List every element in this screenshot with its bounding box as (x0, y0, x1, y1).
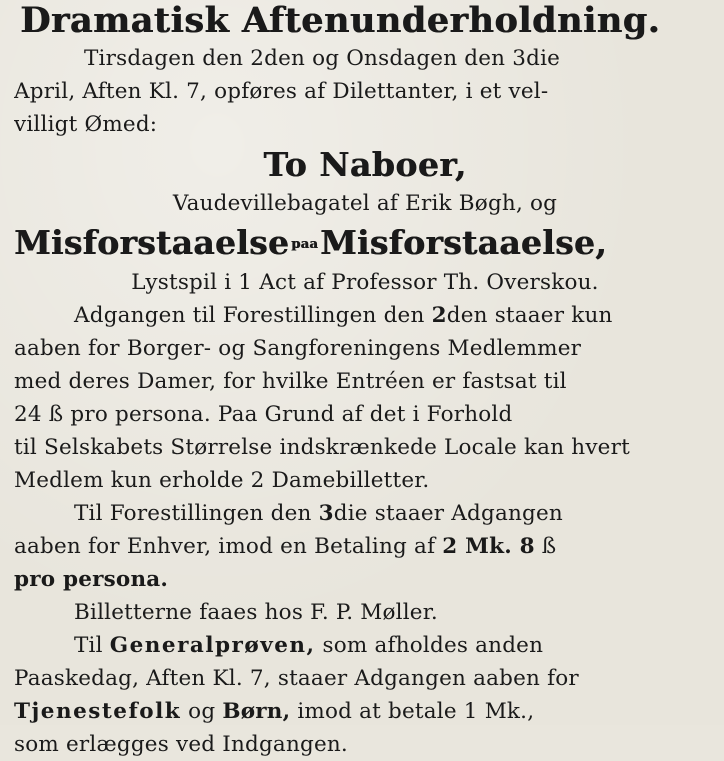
para1-line-5: til Selskabets Størrelse indskrænkede Locale kan hvert (14, 435, 630, 460)
para4-text-c: som afholdes anden (315, 633, 544, 658)
para2-text-a: Til Forestillingen den (74, 501, 319, 526)
para4-children: Børn, (222, 699, 291, 724)
para4-and: og (181, 699, 223, 724)
para1-line-1 (14, 299, 716, 332)
para2-line-1 (14, 497, 716, 530)
play-two-connector: paa (291, 237, 318, 252)
para2-line-2 (14, 530, 716, 563)
para4-servants: Tjenestefolk (14, 699, 182, 724)
para4-line-3 (14, 695, 716, 728)
para2-date: 3 (318, 501, 334, 526)
para1-date: 2 (431, 303, 447, 328)
para4-text-d: imod at betale 1 Mk., (290, 699, 535, 724)
para4-line-1 (14, 629, 716, 662)
play-two-subtitle: Lystspil i 1 Act af Professor Th. Overskou. (131, 270, 599, 295)
play-two-title (14, 220, 716, 266)
para4-line-4: som erlægges ved Indgangen. (14, 732, 348, 757)
para4-line-2: Paaskedag, Aften Kl. 7, staaer Adgangen aaben for (14, 666, 579, 691)
para2-text-c2: ß (534, 534, 557, 559)
play-one-title: To Naboer, (263, 145, 467, 184)
play-two-title-part-a: Misforstaaelse (14, 223, 290, 262)
para4-general-rehearsal: Generalprøven, (109, 633, 316, 658)
para1-line-3: med deres Damer, for hvilke Entréen er fastsat til (14, 369, 567, 394)
para1-line-2: aaben for Borger- og Sangforeningens Medlemmer (14, 336, 582, 361)
para1-line-6: Medlem kun erholde 2 Damebilletter. (14, 468, 430, 493)
intro-line-2: April, Aften Kl. 7, opføres af Dilettanter, i et vel- (14, 79, 549, 104)
para1-text-a: Adgangen til Forestillingen den (74, 303, 432, 328)
para2-text-c: die staaer Adgangen (333, 501, 563, 526)
para4-text-a: Til (74, 633, 110, 658)
para2-line-3: pro persona. (14, 567, 169, 592)
para3-line: Billetterne faaes hos F. P. Møller. (74, 600, 438, 625)
notice-heading: Dramatisk Aftenunderholdning. (20, 0, 661, 41)
intro-line-3: villigt Ømed: (14, 112, 158, 137)
para1-line-4: 24 ß pro persona. Paa Grund af det i Forhold (14, 402, 513, 427)
intro-line-1: Tirsdagen den 2den og Onsdagen den 3die (84, 46, 561, 71)
para2-text-a2: aaben for Enhver, imod en Betaling af (14, 534, 443, 559)
para2-price: 2 Mk. 8 (442, 534, 535, 559)
para1-text-c: den staaer kun (446, 303, 613, 328)
play-one-subtitle: Vaudevillebagatel af Erik Bøgh, og (172, 191, 558, 216)
play-two-title-part-b: Misforstaaelse, (319, 223, 607, 262)
